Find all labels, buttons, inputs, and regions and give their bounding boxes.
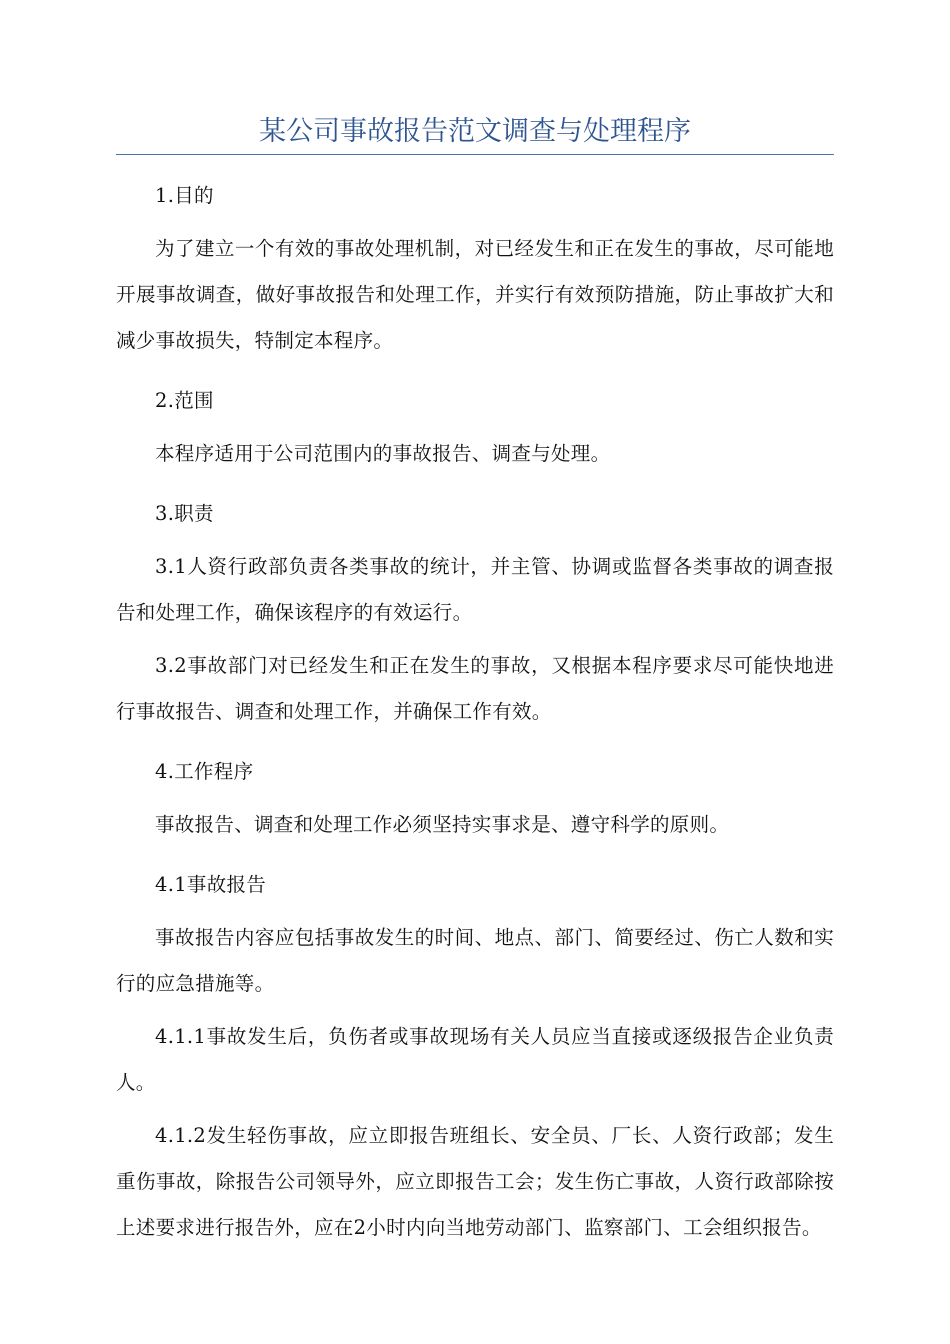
paragraph-report-4-1-2: 4.1.2发生轻伤事故，应立即报告班组长、安全员、厂长、人资行政部；发生重伤事故，除报告公司领导外，应立即报告工会；发生伤亡事故，人资行政部除按上述要求进行报告外，应在2小时内向当地劳动部门、监察部门、工会组织报告。 xyxy=(116,1124,834,1239)
document-title: 某公司事故报告范文调查与处理程序 xyxy=(259,116,691,147)
section-heading-procedure: 4.工作程序 xyxy=(155,760,254,783)
paragraph-report-content: 事故报告内容应包括事故发生的时间、地点、部门、简要经过、伤亡人数和实行的应急措施等。 xyxy=(116,926,834,995)
document-body xyxy=(116,173,834,1251)
paragraph-report-4-1-1: 4.1.1事故发生后，负伤者或事故现场有关人员应当直接或逐级报告企业负责人。 xyxy=(116,1025,834,1094)
paragraph-duty-3-2: 3.2事故部门对已经发生和正在发生的事故，又根据本程序要求尽可能快地进行事故报告、调查和处理工作，并确保工作有效。 xyxy=(116,654,834,723)
paragraph-duty-3-1: 3.1人资行政部负责各类事故的统计，并主管、协调或监督各类事故的调查报告和处理工作，确保该程序的有效运行。 xyxy=(116,555,834,624)
document-page xyxy=(116,110,834,1251)
paragraph-scope: 本程序适用于公司范围内的事故报告、调查与处理。 xyxy=(155,442,611,465)
paragraph-procedure-principle: 事故报告、调查和处理工作必须坚持实事求是、遵守科学的原则。 xyxy=(155,813,730,836)
section-heading-purpose: 1.目的 xyxy=(155,184,214,207)
paragraph-purpose: 为了建立一个有效的事故处理机制，对已经发生和正在发生的事故，尽可能地开展事故调查，做好事故报告和处理工作，并实行有效预防措施，防止事故扩大和减少事故损失，特制定本程序。 xyxy=(116,237,834,352)
title-underline xyxy=(116,154,834,155)
section-heading-duties: 3.职责 xyxy=(155,502,214,525)
section-heading-scope: 2.范围 xyxy=(155,389,214,412)
section-heading-accident-report: 4.1事故报告 xyxy=(155,873,267,896)
